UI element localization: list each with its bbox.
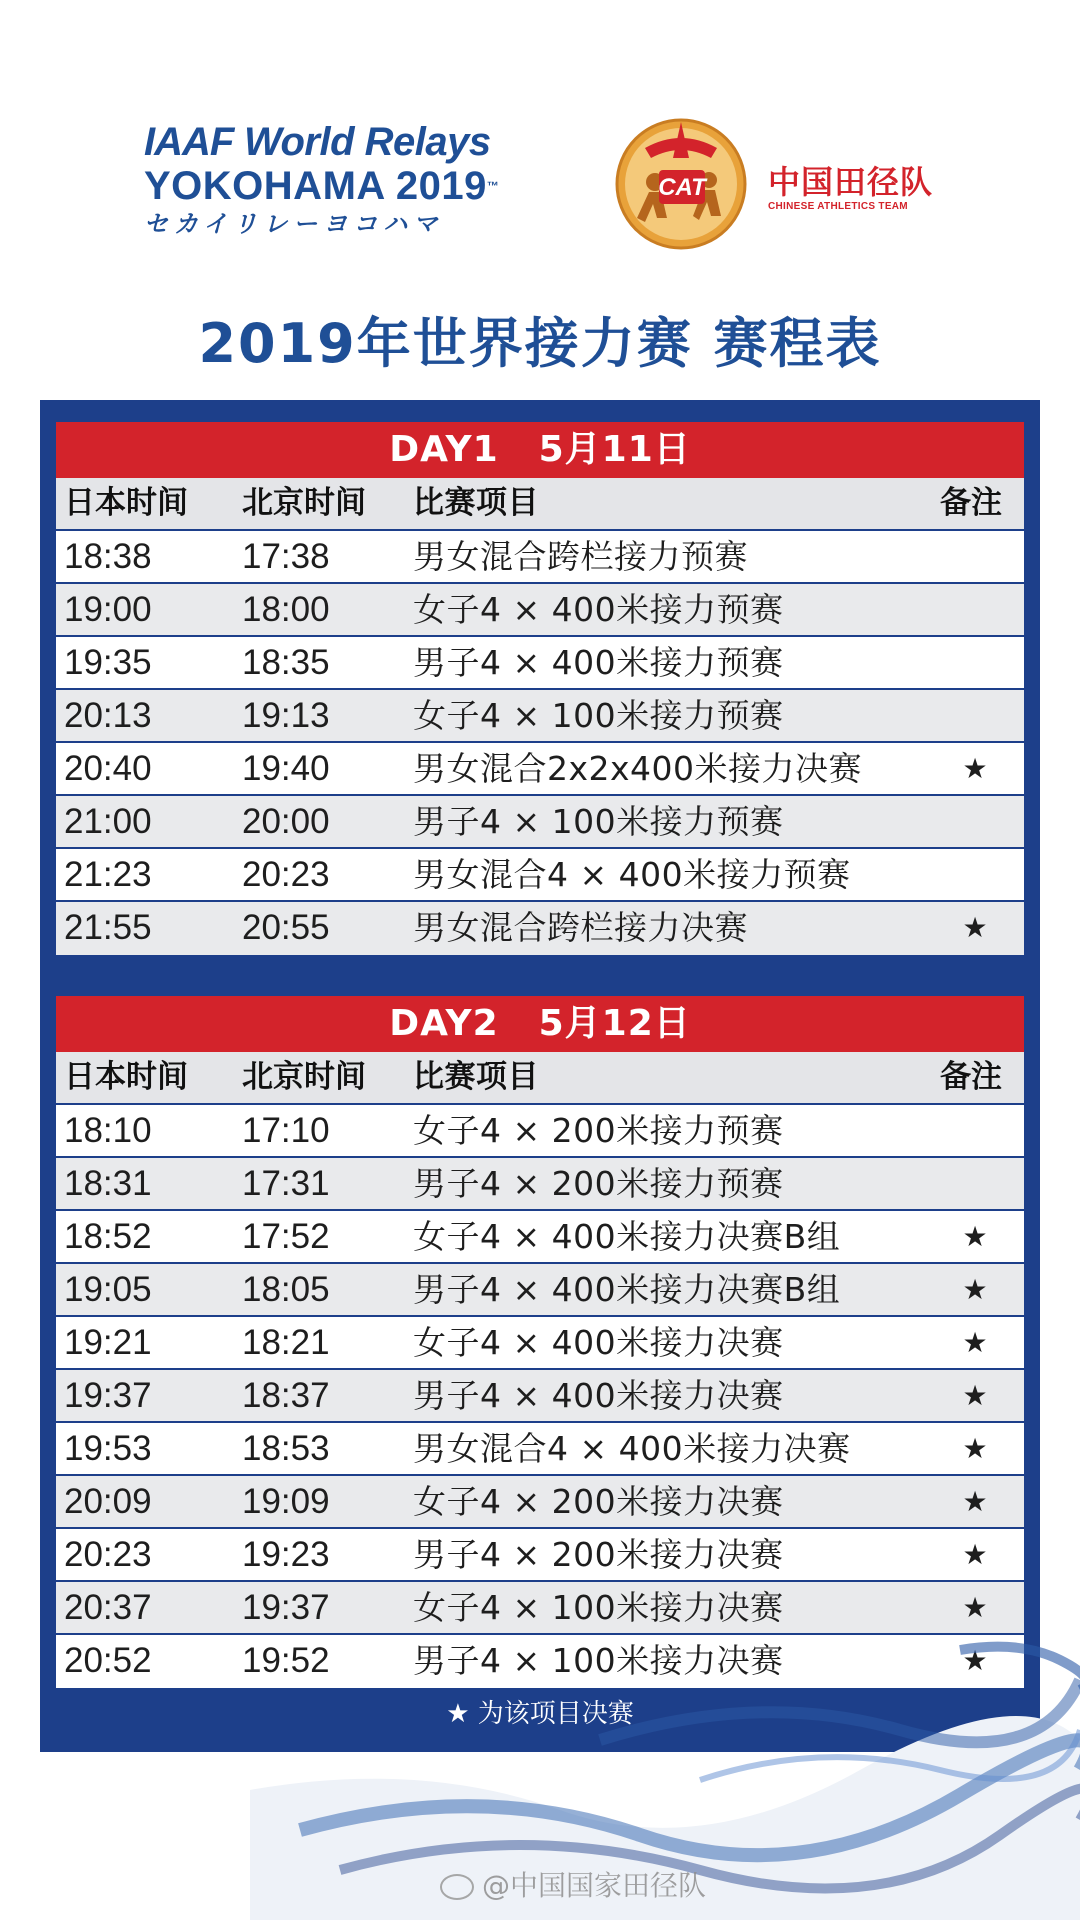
schedule-row: [56, 1211, 1024, 1264]
event-cell: 男子4 × 400米接力决赛: [413, 1376, 784, 1415]
column-header-row: [56, 1052, 1024, 1105]
beijing-time-cell: 18:21: [242, 1323, 330, 1362]
schedule-row: [56, 902, 1024, 955]
beijing-time-cell: 18:35: [242, 643, 330, 682]
beijing-time-cell: 17:10: [242, 1111, 330, 1150]
weibo-watermark: [440, 1868, 706, 1904]
japan-time-cell: 18:52: [64, 1217, 152, 1256]
beijing-time-cell: 18:05: [242, 1270, 330, 1309]
final-star-note: [940, 849, 1010, 900]
schedule-row: [56, 637, 1024, 690]
event-cell: 女子4 × 100米接力预赛: [413, 696, 784, 735]
col-event: 比赛项目: [413, 1059, 539, 1095]
event-cell: 男子4 × 200米接力预赛: [413, 1164, 784, 1203]
event-cell: 女子4 × 400米接力决赛: [413, 1323, 784, 1362]
japan-time-cell: 18:10: [64, 1111, 152, 1150]
schedule-row: [56, 849, 1024, 902]
col-event: 比赛项目: [413, 485, 539, 521]
col-beijing-time: 北京时间: [242, 485, 366, 521]
day1-schedule: [56, 422, 1024, 955]
japan-time-cell: 18:38: [64, 537, 152, 576]
col-note: 备注: [940, 485, 1002, 521]
emblem-cat-text: CAT: [658, 174, 706, 201]
day2-label: DAY2: [389, 1003, 499, 1044]
beijing-time-cell: 19:09: [242, 1482, 330, 1521]
col-japan-time: 日本时间: [64, 1059, 188, 1095]
final-star-note: ★: [962, 1485, 988, 1518]
day1-date: 5月11日: [538, 429, 691, 470]
day2-header: [56, 996, 1024, 1052]
event-cell: 男子4 × 100米接力预赛: [413, 802, 784, 841]
day2-rows: [56, 1105, 1024, 1688]
team-name-block: [768, 164, 948, 214]
logo-line-2: [144, 164, 524, 208]
watermark-text: @中国国家田径队: [482, 1869, 707, 1902]
japan-time-cell: 21:55: [64, 908, 152, 947]
beijing-time-cell: 19:40: [242, 749, 330, 788]
column-header-row: [56, 478, 1024, 531]
final-star-note: ★: [962, 911, 988, 944]
schedule-row: [56, 1105, 1024, 1158]
event-cell: 男子4 × 400米接力预赛: [413, 643, 784, 682]
page-title: 2019年世界接力赛 赛程表: [198, 312, 882, 375]
final-star-note: [940, 637, 1010, 688]
schedule-row: [56, 1370, 1024, 1423]
final-star-note: ★: [962, 1379, 988, 1412]
final-star-note: [940, 1105, 1010, 1156]
schedule-row: [56, 743, 1024, 796]
schedule-row: [56, 1317, 1024, 1370]
logo-katakana-text: セカイリレーヨコハマ: [144, 210, 444, 238]
logo-iaaf-text: IAAF: [144, 120, 234, 164]
beijing-time-cell: 17:38: [242, 537, 330, 576]
beijing-time-cell: 19:23: [242, 1535, 330, 1574]
final-star-note: [940, 690, 1010, 741]
japan-time-cell: 19:00: [64, 590, 152, 629]
logo-year-text: 2019: [395, 164, 487, 208]
team-name-cn: 中国田径队: [768, 163, 934, 201]
day2-date: 5月12日: [538, 1003, 691, 1044]
event-cell: 女子4 × 400米接力决赛B组: [413, 1217, 841, 1256]
japan-time-cell: 19:05: [64, 1270, 152, 1309]
final-legend: ★ 为该项目决赛: [446, 1699, 634, 1729]
beijing-time-cell: 17:31: [242, 1164, 330, 1203]
schedule-row: [56, 690, 1024, 743]
beijing-time-cell: 18:37: [242, 1376, 330, 1415]
schedule-row: [56, 584, 1024, 637]
final-star-note: [940, 1158, 1010, 1209]
event-cell: 男子4 × 400米接力决赛B组: [413, 1270, 841, 1309]
beijing-time-cell: 19:37: [242, 1588, 330, 1627]
day1-header: [56, 422, 1024, 478]
final-star-note: ★: [962, 1220, 988, 1253]
event-cell: 女子4 × 200米接力决赛: [413, 1482, 784, 1521]
logo-world-relays-text: World Relays: [243, 120, 491, 164]
beijing-time-cell: 20:23: [242, 855, 330, 894]
japan-time-cell: 20:23: [64, 1535, 152, 1574]
schedule-row: [56, 1529, 1024, 1582]
event-cell: 男女混合2x2x400米接力决赛: [413, 749, 863, 788]
event-cell: 男女混合4 × 400米接力决赛: [413, 1429, 851, 1468]
logo-city-text: YOKOHAMA: [144, 164, 385, 208]
event-cell: 男女混合4 × 400米接力预赛: [413, 855, 851, 894]
schedule-row: [56, 1423, 1024, 1476]
event-cell: 女子4 × 100米接力决赛: [413, 1588, 784, 1627]
final-star-note: [940, 531, 1010, 582]
chinese-athletics-team-emblem: [615, 118, 747, 250]
day2-schedule: [56, 996, 1024, 1688]
day1-rows: [56, 531, 1024, 955]
event-cell: 男女混合跨栏接力决赛: [413, 908, 748, 947]
final-star-note: ★: [962, 1273, 988, 1306]
logo-line-1: [144, 120, 524, 164]
schedule-row: [56, 1264, 1024, 1317]
event-cell: 女子4 × 400米接力预赛: [413, 590, 784, 629]
event-cell: 男子4 × 200米接力决赛: [413, 1535, 784, 1574]
japan-time-cell: 20:09: [64, 1482, 152, 1521]
schedule-panel: [40, 400, 1040, 1752]
beijing-time-cell: 20:55: [242, 908, 330, 947]
japan-time-cell: 21:23: [64, 855, 152, 894]
japan-time-cell: 21:00: [64, 802, 152, 841]
beijing-time-cell: 18:53: [242, 1429, 330, 1468]
final-star-note: [940, 796, 1010, 847]
japan-time-cell: 20:40: [64, 749, 152, 788]
event-cell: 女子4 × 200米接力预赛: [413, 1111, 784, 1150]
final-star-note: ★: [962, 1538, 988, 1571]
final-star-note: ★: [962, 1432, 988, 1465]
schedule-row: [56, 531, 1024, 584]
japan-time-cell: 20:52: [64, 1641, 152, 1680]
team-name-en: CHINESE ATHLETICS TEAM: [768, 201, 908, 212]
final-star-note: ★: [962, 1326, 988, 1359]
col-note: 备注: [940, 1059, 1002, 1095]
iaaf-world-relays-logo: [144, 120, 524, 240]
schedule-row: [56, 1476, 1024, 1529]
beijing-time-cell: 19:52: [242, 1641, 330, 1680]
japan-time-cell: 19:35: [64, 643, 152, 682]
japan-time-cell: 18:31: [64, 1164, 152, 1203]
japan-time-cell: 20:13: [64, 696, 152, 735]
beijing-time-cell: 18:00: [242, 590, 330, 629]
beijing-time-cell: 17:52: [242, 1217, 330, 1256]
event-cell: 男子4 × 100米接力决赛: [413, 1641, 784, 1680]
schedule-row: [56, 796, 1024, 849]
japan-time-cell: 19:21: [64, 1323, 152, 1362]
final-star-note: ★: [962, 1644, 988, 1677]
beijing-time-cell: 20:00: [242, 802, 330, 841]
japan-time-cell: 20:37: [64, 1588, 152, 1627]
col-beijing-time: 北京时间: [242, 1059, 366, 1095]
day1-label: DAY1: [389, 429, 499, 470]
schedule-row: [56, 1158, 1024, 1211]
event-cell: 男女混合跨栏接力预赛: [413, 537, 748, 576]
col-japan-time: 日本时间: [64, 485, 188, 521]
final-star-note: [940, 584, 1010, 635]
beijing-time-cell: 19:13: [242, 696, 330, 735]
final-star-note: ★: [962, 1591, 988, 1624]
logo-trademark: ™: [486, 179, 500, 193]
japan-time-cell: 19:53: [64, 1429, 152, 1468]
weibo-icon: [440, 1874, 474, 1900]
final-star-note: ★: [962, 752, 988, 785]
japan-time-cell: 19:37: [64, 1376, 152, 1415]
